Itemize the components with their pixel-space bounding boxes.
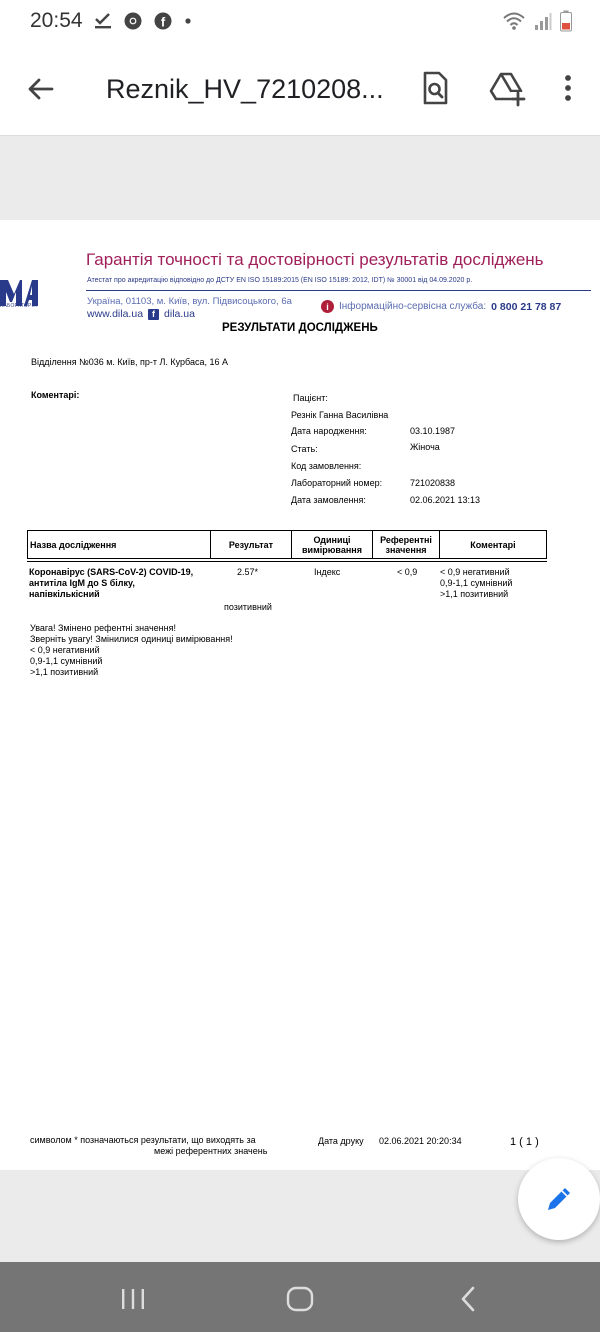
app-bar: [0, 44, 600, 136]
units-value: Індекс: [314, 567, 341, 577]
chrome-icon: [123, 11, 143, 31]
comments-label: Коментарі:: [31, 390, 80, 400]
service-line: [321, 300, 561, 313]
service-label: Інформаційно-сервісна служба:: [339, 301, 487, 312]
comment-line-1: < 0,9 негативний: [440, 567, 510, 577]
sex-label: Стать:: [291, 444, 318, 454]
recent-apps-icon[interactable]: [118, 1284, 148, 1314]
system-status-icons: [502, 10, 572, 32]
order-code-label: Код замовлення:: [291, 461, 362, 471]
facebook-square-icon: f: [148, 309, 159, 320]
system-navigation-bar: [0, 1262, 600, 1332]
report-title: РЕЗУЛЬТАТИ ДОСЛІДЖЕНЬ: [222, 322, 378, 334]
header-test-name: Назва дослідження: [30, 539, 117, 550]
more-notifications-dot-icon: [183, 16, 193, 26]
signal-icon: [534, 11, 552, 31]
info-icon: i: [321, 300, 334, 313]
back-arrow-icon[interactable]: [24, 72, 58, 106]
sex-value: Жіноча: [410, 442, 440, 452]
accreditation-text: Атестат про акредитацію відповідно до ДСТУ EN ISO 15189:2015 (EN ISO 15189: 2012, IDT) № 30001 від 04.09.2020 р.: [87, 277, 473, 284]
notification-icons: [93, 11, 193, 31]
website-link[interactable]: www.dila.ua: [87, 308, 144, 320]
results-table-header: [27, 530, 547, 559]
web-links: [87, 308, 195, 320]
pencil-icon: [543, 1183, 575, 1215]
header-comments: Коментарі: [470, 539, 516, 550]
print-date-label: Дата друку: [318, 1136, 364, 1146]
header-units: [292, 531, 372, 558]
check-download-icon: [93, 11, 113, 31]
lab-address: Україна, 01103, м. Київ, вул. Підвисоцького, 6а: [87, 296, 292, 307]
header-divider: [86, 290, 591, 291]
result-value: 2.57*: [237, 567, 259, 577]
footer-legend-line-1: символом * позначаються результати, що виходять за: [30, 1135, 256, 1145]
order-date-label: Дата замовлення:: [291, 495, 366, 505]
lab-number-label: Лабораторний номер:: [291, 478, 383, 488]
document-page: [0, 220, 600, 1170]
svg-text:f: f: [160, 14, 166, 30]
comment-line-3: >1,1 позитивний: [440, 589, 509, 599]
note-line: Зверніть увагу! Змінилися одиниці вимірювання!: [30, 634, 233, 644]
wifi-icon: [502, 10, 526, 32]
comment-line-2: 0,9-1,1 сумнівний: [440, 578, 513, 588]
lab-slogan: Гарантія точності та достовірності результатів досліджень: [86, 250, 544, 269]
header-reference: [373, 531, 439, 558]
reference-value: < 0,9: [397, 567, 418, 577]
note-line: Увага! Змінено рефентні значення!: [30, 623, 176, 633]
department-address: Відділення №036 м. Київ, пр-т Л. Курбаса, 16 А: [31, 357, 229, 367]
edit-fab-button[interactable]: [518, 1158, 600, 1240]
header-result: Результат: [228, 539, 274, 550]
facebook-icon: [153, 11, 173, 31]
note-line: < 0,9 негативний: [30, 645, 100, 655]
add-to-drive-icon[interactable]: [487, 68, 527, 108]
page-number: 1 ( 1 ): [510, 1136, 539, 1148]
patient-label: Пацієнт:: [293, 393, 328, 403]
patient-name: Резнік Ганна Василівна: [291, 410, 389, 420]
header-units-line-2: вимірювання: [302, 544, 362, 555]
more-options-icon[interactable]: [548, 68, 588, 108]
test-name-line-2: антитіла IgM до S білку,: [29, 578, 135, 588]
battery-icon: [560, 10, 572, 32]
test-name-line-1: Коронавірус (SARS-CoV-2) COVID-19,: [29, 567, 194, 577]
birth-date-value: 03.10.1987: [410, 426, 456, 436]
print-date-value: 02.06.2021 20:20:34: [379, 1136, 462, 1146]
header-units-line-1: Одиниці: [313, 534, 351, 545]
status-bar: [0, 0, 600, 44]
note-line: 0,9-1,1 сумнівний: [30, 656, 103, 666]
lab-number-value: 721020838: [410, 478, 456, 488]
facebook-link[interactable]: dila.ua: [164, 308, 195, 320]
header-reference-line-2: значення: [385, 544, 427, 555]
home-icon[interactable]: [285, 1284, 315, 1314]
order-date-value: 02.06.2021 13:13: [410, 495, 481, 505]
service-phone: 0 800 21 78 87: [491, 300, 562, 313]
header-reference-line-1: Референтні: [380, 534, 432, 545]
back-nav-icon[interactable]: [454, 1284, 484, 1314]
find-in-document-icon[interactable]: [415, 68, 455, 108]
table-header-underline: [27, 561, 547, 562]
logo-subtitle: ЛАБОРАТОРІЯ: [0, 303, 37, 309]
note-line: >1,1 позитивний: [30, 667, 99, 677]
result-interpretation: позитивний: [224, 602, 272, 612]
document-title: Reznik_HV_7210208...: [106, 74, 384, 104]
status-time: 20:54: [30, 9, 83, 32]
footer-legend-line-2: межі референтних значень: [154, 1146, 268, 1156]
test-name-line-3: напівкількісний: [29, 589, 100, 599]
birth-date-label: Дата народження:: [291, 426, 367, 436]
